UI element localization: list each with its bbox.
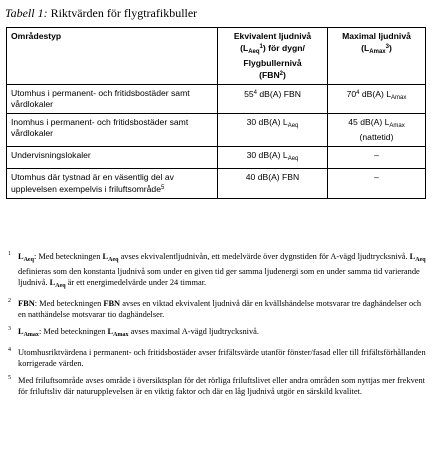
max-cell: – bbox=[328, 147, 426, 169]
equivalent-cell: 30 dB(A) $L_{Aeq}$ bbox=[218, 147, 328, 169]
area-cell: Inomhus i permanent- och fritidsbostäder samt vårdlokaler bbox=[7, 114, 218, 147]
table-row bbox=[7, 114, 426, 147]
caption-title: Riktvärden för flygtrafikbuller bbox=[50, 6, 198, 20]
noise-guideline-table bbox=[6, 27, 426, 199]
equivalent-cell: $55^4$ dB(A) FBN bbox=[218, 85, 328, 114]
footnote: 5 Med friluftsområde avses område i översiktsplan för det rörliga friluftslivet eller andra områden som nyttjas mer frekvent för friluftsliv där naturupplevelsen är en viktig faktor och där en låg ljudnivå utgör en särskild kvalitet. bbox=[8, 375, 425, 396]
footnote: 1 $L_{Aeq}$: Med beteckningen $L_{Aeq}$ avses ekvivalentljudnivån, ett medelvärde över dygnstiden för A-vägd ljudtrycksnivå. $L_{Aeq}$ definieras som den konstanta ljudnivå som under en given tid ger samma ljudenergi som en under samma tid varierande ljudnivå. $L_{Aeq}$ är ett energimedelvärde under 24 timmar. bbox=[8, 251, 426, 289]
area-cell: Undervisningslokaler bbox=[7, 147, 218, 169]
equivalent-cell: 40 dB(A) FBN bbox=[218, 169, 328, 199]
footnote: 2 FBN: Med beteckningen FBN avses en viktad ekvivalent ljudnivå där en kvällshändelse motsvarar tre daghändelser och en natthändelse motsvarar tio daghändelser. bbox=[8, 298, 422, 319]
footnote: 3 $L_{Amax}$: Med beteckningen $L_{Amax}$ avses maximal A-vägd ljudtrycksnivå. bbox=[8, 326, 259, 338]
table-caption bbox=[5, 6, 197, 21]
table-row bbox=[7, 169, 426, 199]
caption-label: Tabell 1: bbox=[5, 6, 48, 20]
table-header-row bbox=[7, 28, 426, 85]
max-cell: – bbox=[328, 169, 426, 199]
header-area-type: Områdestyp bbox=[7, 28, 218, 85]
footnotes bbox=[6, 251, 426, 403]
table-row bbox=[7, 147, 426, 169]
header-equivalent-level: Ekvivalent ljudnivå $(L_{Aeq}^1)$ för dygn/ Flygbullernivå (FBN$^2$) bbox=[218, 28, 328, 85]
footnote: 4 Utomhusriktvärdena i permanent- och fritidsbostäder avser frifältsvärde utanför fönster/fasad eller till frifältsförhållanden korrigerade värden. bbox=[8, 347, 426, 368]
max-cell: $70^4$ dB(A) $L_{Amax}$ bbox=[328, 85, 426, 114]
area-cell: Utomhus i permanent- och fritidsbostäder samt vårdlokaler bbox=[7, 85, 218, 114]
max-cell: 45 dB(A) $L_{Amax}$ (nattetid) bbox=[328, 114, 426, 147]
table-row bbox=[7, 85, 426, 114]
area-cell: Utomhus där tystnad är en väsentlig del av upplevelsen exempelvis i friluftsområde$^5$ bbox=[7, 169, 218, 199]
equivalent-cell: 30 dB(A) $L_{Aeq}$ bbox=[218, 114, 328, 147]
header-max-level: Maximal ljudnivå $(L_{Amax}^3)$ bbox=[328, 28, 426, 85]
